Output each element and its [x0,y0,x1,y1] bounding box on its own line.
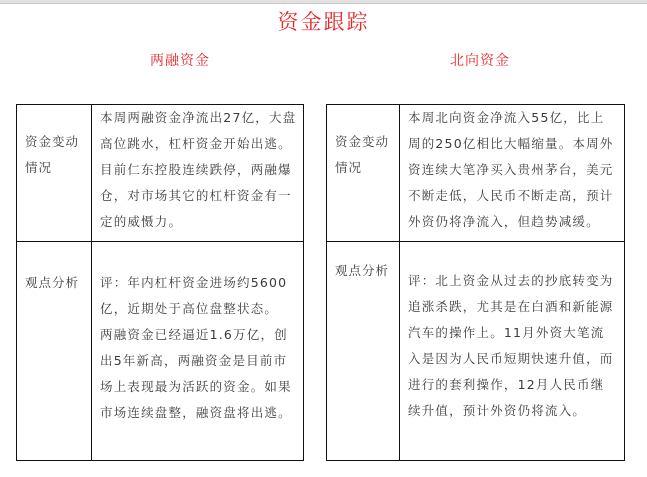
row-label-cell [327,242,400,461]
row-content: 本周北向资金净流入55亿，比上周的250亿相比大幅缩量。本周外资连续大笔净买入贵州茅台，美元不断走低，人民币不断走高，预计外资仍将净流入，但趋势减缓。 [408,110,614,229]
row-label: 资金变动情况 [335,134,390,175]
row-content-cell[interactable] [92,105,304,242]
row-content [92,242,303,426]
row-label-cell [327,105,400,242]
margin-financing-table [16,104,304,461]
content-paragraph: 两融资金已经逼近1.6万亿，创出5年新高，两融资金是目前市场上表现最为活跃的资金。如果市场连续盘整，融资盘将出逃。 [100,327,292,420]
content-paragraph: 评：年内杠杆资金进场约5600亿，近期处于高位盘整状态。 [100,275,288,316]
northbound-table [326,104,625,461]
window-top-bar [0,0,647,4]
row-label-cell [17,242,92,461]
row-label-cell [17,105,92,242]
row-label: 观点分析 [335,263,390,278]
row-content-cell[interactable] [92,242,304,461]
row-content: 评：北上资金从过去的抄底转变为追涨杀跌，尤其是在白酒和新能源汽车的操作上。11月外资大笔流入是因为人民币短期快速升值，而进行的套利操作，12月人民币继续升值，预计外资仍将流入。 [408,273,614,418]
row-label: 资金变动情况 [25,134,80,175]
table-row [327,242,625,461]
table-row [327,105,625,242]
page-title: 资金跟踪 [277,10,370,34]
table-row [17,105,304,242]
row-content: 本周两融资金净流出27亿，大盘高位跳水，杠杆资金开始出逃。目前仁东控股连续跌停，两融爆仓，对市场其它的杠杆资金有一定的威慑力。 [100,110,297,229]
row-content-cell[interactable] [400,105,625,242]
section-heading-northbound: 北向资金 [450,53,510,69]
row-content-cell[interactable] [400,242,625,461]
table-row [17,242,304,461]
section-heading-margin-financing: 两融资金 [150,53,210,69]
row-label: 观点分析 [25,275,80,290]
